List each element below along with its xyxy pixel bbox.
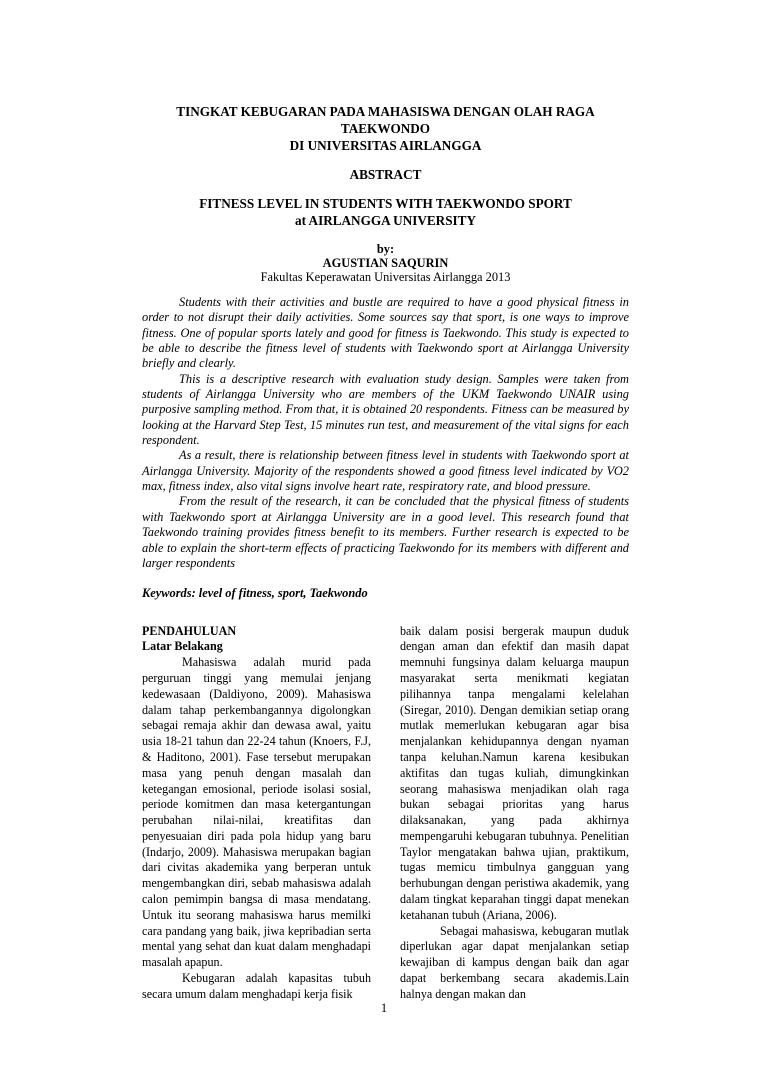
abstract-heading: ABSTRACT <box>349 167 422 182</box>
paper-title-line2: DI UNIVERSITAS AIRLANGGA <box>289 138 482 153</box>
body-paragraph: Sebagai mahasiswa, kebugaran mutlak diperlukan agar dapat menjalankan setiap kewajiban di kampus dengan baik dan agar dapat berkembang secara akademis.Lain halnya dengan makan dan <box>400 923 629 1001</box>
section-heading-pendahuluan: PENDAHULUAN <box>142 623 237 638</box>
two-column-body <box>142 624 629 1003</box>
right-column <box>400 624 629 1003</box>
abstract-paragraph: This is a descriptive research with evaluation study design. Samples were taken from students of Airlangga University who are members of the UKM Taekwondo UNAIR using purposive sampling method. From that, it is obtained 20 respondents. Fitness can be measured by looking at the Harvard Step Test, 15 minutes run test, and measurement of the vital signs for each respondent. <box>142 371 629 448</box>
body-paragraph: Mahasiswa adalah murid pada perguruan tinggi yang memulai jenjang kedewasaan (Daldiyono, 2009). Mahasiswa dalam tahap perkembangannya digolongkan sebagai remaja akhir dan dewasa awal, yaitu usia 18-21 tahun dan 22-24 tahun (Knoers, F.J, & Haditono, 2001). Fase tersebut merupakan masa yang penuh dengan masalah dan ketegangan emosional, periode isolasi sosial, periode komitmen dan masa ketergantungan perubahan nilai-nilai, kreatifitas dan penyesuaian diri pada pola hidup yang baru (Indarjo, 2009). Mahasiswa merupakan bagian dari civitas akademika yang berperan untuk mengembangkan diri, sebab mahasiswa adalah calon pemimpin bangsa di masa mendatang. Untuk itu seorang mahasiswa harus memilki cara pandang yang baik, jiwa kepribadian serta mental yang sehat dan kuat dalam menghadapi masalah apapun. <box>142 655 371 970</box>
by-label: by: <box>376 242 395 256</box>
affiliation: Fakultas Keperawatan Universitas Airlangga 2013 <box>260 270 511 284</box>
keywords: Keywords: level of fitness, sport, Taekwondo <box>142 586 368 601</box>
abstract-paragraph: From the result of the research, it can be concluded that the physical fitness of students with Taekwondo sport at Airlangga University are in a good level. This research found that Taekwondo training provides fitness benefit to its members. Further research is expected to be able to explain the short-term effects of practicing Taekwondo for its members with different and larger respondents <box>142 494 629 570</box>
paper-title <box>142 103 629 154</box>
english-title <box>142 195 629 229</box>
paper-title-line1: TINGKAT KEBUGARAN PADA MAHASISWA DENGAN OLAH RAGA TAEKWONDO <box>176 104 595 136</box>
page-content <box>142 103 629 1003</box>
english-title-line2: at AIRLANGGA UNIVERSITY <box>295 213 476 228</box>
body-paragraph: baik dalam posisi bergerak maupun duduk dengan aman dan efektif dan masih dapat memnuhi fungsinya dalam keluarga maupun masyarakat serta menikmati kegiatan pilihannya tanpa mengalami kelelahan (Siregar, 2010). Dengan demikian setiap orang mutlak memerlukan kebugaran agar bisa menjalankan kehidupannya dengan nyaman tanpa keluhan.Namun karena kesibukan aktifitas dan tugas kuliah, dimungkinkan seorang mahasiswa menjadikan olah raga bukan sebagai prioritas yang harus dilaksanakan, yang pada akhirnya mempengaruhi kebugaran tubuhnya. Penelitian Taylor mengatakan bahwa ujian, praktikum, tugas memicu timbulnya gangguan yang berhubungan dengan peristiwa akademik, yang dalam tingkat keparahan tinggi dapat menekan ketahanan tubuh (Ariana, 2006). <box>400 623 629 922</box>
abstract-paragraph: Students with their activities and bustle are required to have a good physical fitness in order to not disrupt their daily activities. Some sources say that sport, is one ways to improve fitness. One of popular sports lately and good for fitness is Taekwondo. This study is expected to be able to describe the fitness level of students with Taekwondo sport at Airlangga University briefly and clearly. <box>142 295 629 371</box>
author-block <box>142 242 629 284</box>
abstract-section <box>142 295 629 571</box>
english-title-line1: FITNESS LEVEL IN STUDENTS WITH TAEKWONDO SPORT <box>199 196 572 211</box>
body-paragraph: Kebugaran adalah kapasitas tubuh secara umum dalam menghadapi kerja fisik <box>142 971 371 1001</box>
left-column <box>142 624 371 1003</box>
abstract-paragraph: As a result, there is relationship between fitness level in students with Taekwondo sport at Airlangga University. Majority of the respondents showed a good fitness level indicated by VO2 max, fitness index, also vital signs involve heart rate, respiratory rate, and blood pressure. <box>142 448 629 494</box>
subsection-heading-latar-belakang: Latar Belakang <box>142 639 223 654</box>
page-number: 1 <box>380 1001 388 1015</box>
author-name: AGUSTIAN SAQURIN <box>322 256 449 270</box>
